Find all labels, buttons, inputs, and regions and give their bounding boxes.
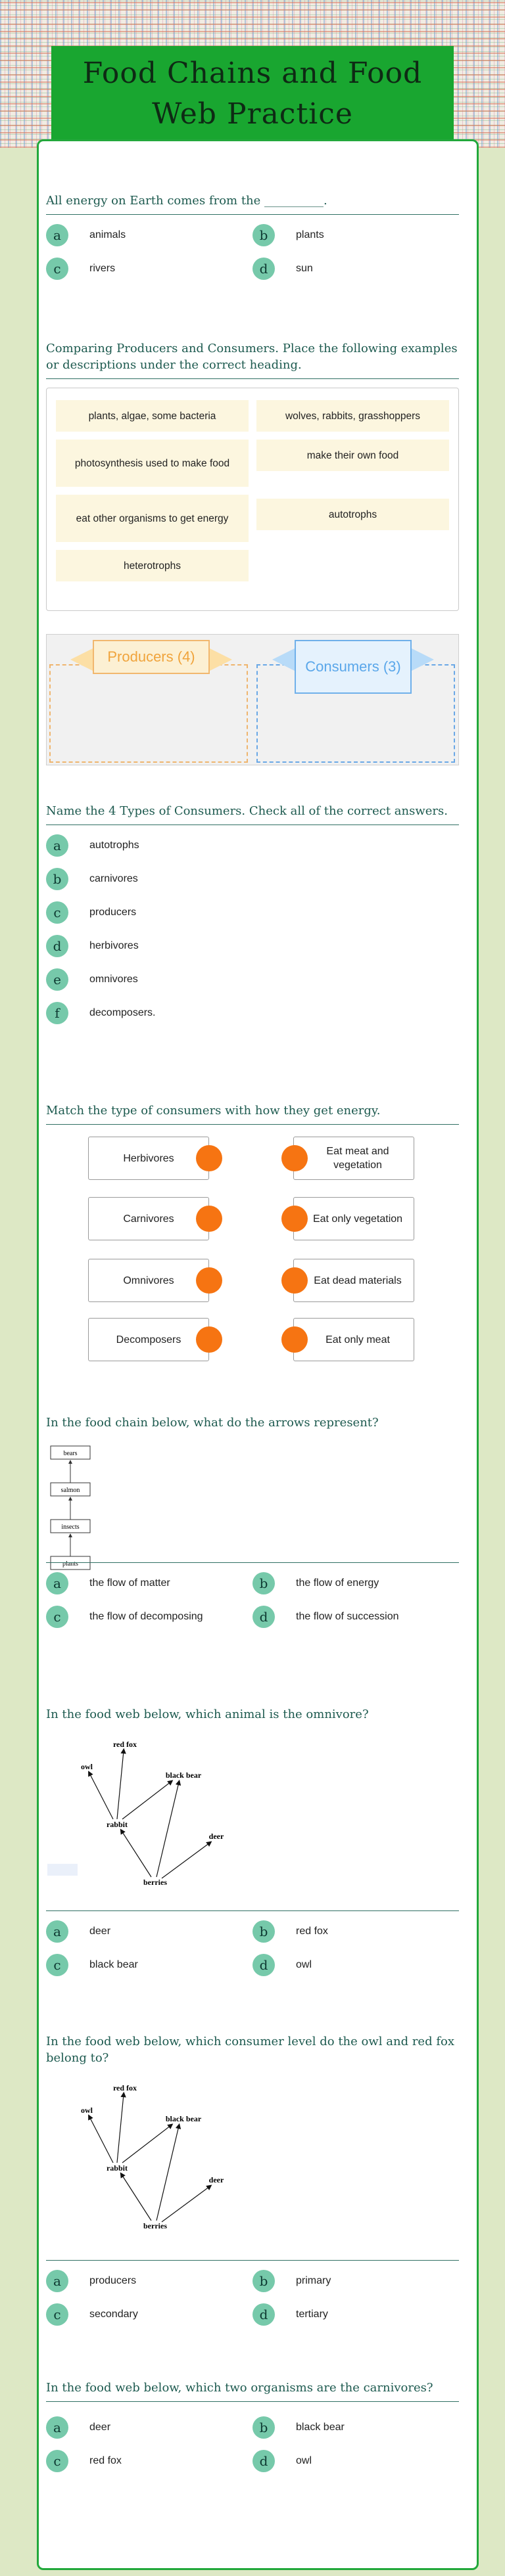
web-node: rabbit [106, 2163, 128, 2173]
question-8 [46, 2380, 459, 2472]
checkbox-option-a[interactable] [46, 834, 459, 857]
option-d[interactable] [252, 1606, 459, 1628]
question-6-options [46, 1910, 459, 1976]
option-letter: c [46, 1954, 68, 1976]
checkbox-option-f[interactable] [46, 1002, 459, 1024]
chain-node: insects [61, 1524, 80, 1531]
checkbox-option-e[interactable] [46, 968, 459, 991]
option-d[interactable] [252, 1954, 459, 1976]
web-node: owl [81, 1762, 93, 1771]
option-label: herbivores [89, 940, 139, 951]
option-a[interactable] [46, 2270, 252, 2292]
option-letter: f [46, 1002, 68, 1024]
option-letter: c [46, 901, 68, 924]
web-node: red fox [112, 2083, 137, 2092]
match-connector-dot[interactable] [281, 1206, 308, 1232]
match-connector-dot[interactable] [281, 1145, 308, 1171]
option-letter: a [46, 224, 68, 246]
ribbon-tail [70, 648, 94, 671]
option-label: red fox [296, 1926, 328, 1937]
match-connector-dot[interactable] [196, 1326, 222, 1353]
option-label: primary [296, 2275, 331, 2286]
match-connector-dot[interactable] [281, 1267, 308, 1294]
option-label: sun [296, 263, 313, 274]
option-label: decomposers. [89, 1007, 156, 1018]
option-label: autotrophs [89, 840, 139, 851]
option-label: owl [296, 2455, 312, 2466]
title-banner [51, 46, 454, 142]
option-b[interactable] [252, 1920, 459, 1943]
match-right-item[interactable]: Eat only vegetation [293, 1197, 414, 1240]
question-1 [46, 192, 459, 280]
option-label: plants [296, 229, 324, 240]
option-letter: d [252, 2303, 275, 2326]
question-5 [46, 1414, 459, 1436]
option-label: secondary [89, 2309, 138, 2320]
question-2 [46, 340, 459, 379]
option-label: omnivores [89, 974, 138, 985]
ribbon-tail [208, 648, 232, 671]
option-b[interactable] [252, 2416, 459, 2439]
web-node: rabbit [106, 1820, 128, 1829]
image-placeholder [47, 1864, 78, 1876]
producers-heading: Producers (4) [93, 640, 210, 674]
option-label: the flow of energy [296, 1577, 379, 1589]
web-node: deer [208, 2175, 224, 2184]
match-connector-dot[interactable] [196, 1206, 222, 1232]
draggable-chip[interactable]: autotrophs [256, 499, 449, 530]
match-right-item[interactable]: Eat meat and vegetation [293, 1137, 414, 1180]
food-web-diagram [47, 2076, 251, 2234]
match-right-item[interactable]: Eat only meat [293, 1318, 414, 1361]
option-b[interactable] [252, 1572, 459, 1594]
checkbox-option-b[interactable] [46, 868, 459, 890]
option-letter: b [252, 2416, 275, 2439]
question-3 [46, 803, 459, 1024]
option-label: tertiary [296, 2309, 328, 2320]
match-left-item[interactable]: Omnivores [88, 1259, 209, 1302]
ribbon-tail [272, 648, 296, 671]
option-label: red fox [89, 2455, 122, 2466]
category-bins [46, 634, 459, 765]
match-left-item[interactable]: Herbivores [88, 1137, 209, 1180]
match-connector-dot[interactable] [196, 1145, 222, 1171]
web-node: red fox [112, 1740, 137, 1749]
option-label: owl [296, 1959, 312, 1970]
web-node: owl [81, 2106, 93, 2115]
producers-drop-zone[interactable] [49, 664, 248, 763]
draggable-chip[interactable]: photosynthesis used to make food [56, 440, 249, 487]
web-node: berries [143, 2221, 167, 2230]
option-label: the flow of matter [89, 1577, 170, 1589]
option-b[interactable] [252, 224, 459, 246]
question-text: In the food web below, which consumer level do the owl and red fox belong to? [46, 2035, 454, 2065]
option-label: deer [89, 2422, 111, 2433]
web-node: black bear [165, 2114, 202, 2123]
web-node: deer [208, 1832, 224, 1841]
option-label: producers [89, 2275, 137, 2286]
option-letter: b [252, 2270, 275, 2292]
option-label: deer [89, 1926, 111, 1937]
question-text: Name the 4 Types of Consumers. Check all of the correct answers. [46, 803, 459, 825]
option-c[interactable] [46, 1954, 252, 1976]
option-letter: c [46, 258, 68, 280]
question-5-options [46, 1562, 459, 1628]
match-left-item[interactable]: Decomposers [88, 1318, 209, 1361]
draggable-chip[interactable]: make their own food [256, 440, 449, 471]
option-c[interactable] [46, 258, 252, 280]
option-d[interactable] [252, 258, 459, 280]
option-a[interactable] [46, 2416, 252, 2439]
option-letter: b [46, 868, 68, 890]
question-text: All energy on Earth comes from the __________. [46, 192, 459, 215]
option-letter: a [46, 834, 68, 857]
question-4 [46, 1102, 459, 1125]
option-c[interactable] [46, 1606, 252, 1628]
question-text: Comparing Producers and Consumers. Place the following examples or descriptions under the correct heading. [46, 340, 459, 379]
option-letter: b [252, 224, 275, 246]
web-node: berries [143, 1878, 167, 1887]
option-a[interactable] [46, 224, 252, 246]
option-label: the flow of decomposing [89, 1611, 203, 1622]
option-c[interactable] [46, 2303, 252, 2326]
food-web-diagram [47, 1732, 251, 1890]
option-letter: d [252, 2450, 275, 2472]
option-letter: a [46, 2416, 68, 2439]
chain-node: salmon [60, 1487, 80, 1494]
option-letter: c [46, 2450, 68, 2472]
food-chain-diagram [47, 1442, 100, 1573]
question-6 [46, 1706, 459, 1728]
ribbon-tail [410, 648, 434, 671]
draggable-chip[interactable]: wolves, rabbits, grasshoppers [256, 400, 449, 432]
option-letter: a [46, 2270, 68, 2292]
draggable-chip[interactable]: heterotrophs [56, 550, 249, 581]
option-d[interactable] [252, 2450, 459, 2472]
option-letter: b [252, 1572, 275, 1594]
option-label: animals [89, 229, 126, 240]
option-label: rivers [89, 263, 116, 274]
question-7-options [46, 2260, 459, 2326]
question-text: Match the type of consumers with how they get energy. [46, 1102, 459, 1125]
option-letter: e [46, 968, 68, 991]
question-text: In the food web below, which two organisms are the carnivores? [46, 2380, 459, 2402]
match-right-item[interactable]: Eat dead materials [293, 1259, 414, 1302]
consumers-heading: Consumers (3) [295, 640, 412, 694]
option-label: black bear [89, 1959, 138, 1970]
option-letter: d [46, 935, 68, 957]
option-letter: d [252, 1606, 275, 1628]
option-a[interactable] [46, 1920, 252, 1943]
checkbox-option-d[interactable] [46, 935, 459, 957]
draggable-chip[interactable]: eat other organisms to get energy [56, 495, 249, 542]
web-node: black bear [165, 1771, 202, 1780]
option-label: carnivores [89, 873, 138, 884]
option-b[interactable] [252, 2270, 459, 2292]
question-text: In the food chain below, what do the arrows represent? [46, 1416, 379, 1430]
option-c[interactable] [46, 2450, 252, 2472]
option-a[interactable] [46, 1572, 252, 1594]
option-letter: a [46, 1920, 68, 1943]
option-letter: b [252, 1920, 275, 1943]
chain-node: plants [62, 1560, 78, 1568]
option-letter: c [46, 2303, 68, 2326]
question-text: In the food web below, which animal is the omnivore? [46, 1707, 369, 1721]
match-connector-dot[interactable] [281, 1326, 308, 1353]
chain-node: bears [63, 1450, 78, 1457]
option-letter: c [46, 1606, 68, 1628]
draggable-chip[interactable]: plants, algae, some bacteria [56, 400, 249, 432]
option-letter: d [252, 1954, 275, 1976]
option-label: producers [89, 907, 137, 918]
option-letter: a [46, 1572, 68, 1594]
question-7 [46, 2033, 459, 2071]
option-label: the flow of succession [296, 1611, 399, 1622]
sortable-items-pool [46, 388, 459, 611]
option-label: black bear [296, 2422, 345, 2433]
match-left-item[interactable]: Carnivores [88, 1197, 209, 1240]
checkbox-option-c[interactable] [46, 901, 459, 924]
option-letter: d [252, 258, 275, 280]
page-title: Food Chains and Food Web Practice [82, 56, 423, 131]
match-connector-dot[interactable] [196, 1267, 222, 1294]
option-d[interactable] [252, 2303, 459, 2326]
